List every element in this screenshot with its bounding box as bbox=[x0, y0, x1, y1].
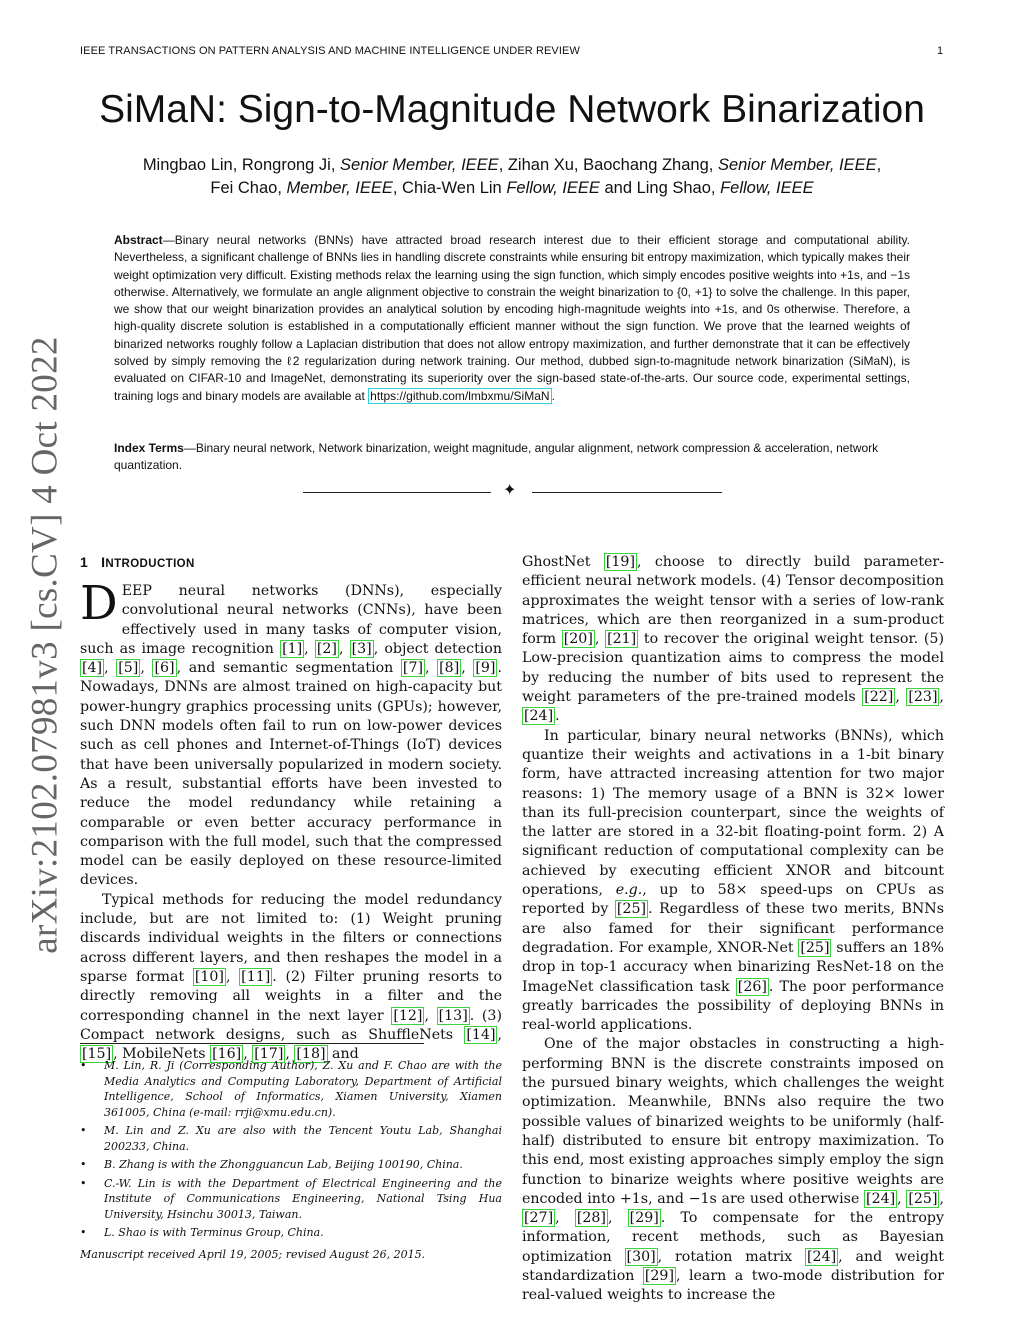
citation-link[interactable]: [26] bbox=[737, 978, 767, 995]
citation-link[interactable]: [8] bbox=[439, 660, 460, 677]
abstract-body: —Binary neural networks (BNNs) have attracted broad research interest due to their efficient storage and computational ability. Nevertheless, a significant challenge of BNNs lies in handling discrete constraints while ensuring bit entropy maximization, which typically makes their weight optimization very difficult. Existing methods relax the learning using the sign function, which simply encodes positive weights into +1s, and −1s otherwise. Alternatively, we formulate an angle alignment objective to constrain the weight binarization to {0, +1} to solve the challenge. In this paper, we show that our weight binarization provides an analytical solution by encoding high-magnitude weights into +1s, and 0s otherwise. Therefore, a high-quality discrete solution is established in a computationally efficient manner without the sign function. We prove that the learned weights of binarized networks roughly follow a Laplacian distribution that does not allow entropy maximization, and further demonstrate that it can be effectively solved by simply removing the ℓ2 regularization during network training. Our method, dubbed sign-to-magnitude network binarization (SiMaN), is evaluated on CIFAR-10 and ImageNet, demonstrating its superiority over the sign-based state-of-the-arts. Our source code, experimental settings, training logs and binary models are available at bbox=[114, 233, 910, 403]
citation-link[interactable]: [23] bbox=[908, 689, 938, 706]
footnote-affiliation: • M. Lin and Z. Xu are also with the Tencent Youtu Lab, Shanghai 200233, China. bbox=[80, 1124, 502, 1153]
citation-link[interactable]: [30] bbox=[626, 1248, 656, 1265]
paper-title: SiMaN: Sign-to-Magnitude Network Binarization bbox=[99, 88, 925, 131]
footnote-affiliation: • C.-W. Lin is with the Department of Electrical Engineering and the Institute of Communications Engineering, National Tsing Hua University, Hsinchu 30013, Taiwan. bbox=[80, 1176, 502, 1221]
abstract: Abstract—Binary neural networks (BNNs) have attracted broad research interest due to their efficient storage and computational ability. Nevertheless, a significant challenge of BNNs lies in handling discrete constraints while ensuring bit entropy maximization, which typically makes their weight optimization very difficult. Existing methods relax the learning using the sign function, which simply encodes positive weights into +1s, and −1s otherwise. Alternatively, we formulate an angle alignment objective to constrain the weight binarization to {0, +1} to solve the challenge. In this paper, we show that our weight binarization provides an analytical solution by encoding high-magnitude weights into +1s, and 0s otherwise. Therefore, a high-quality discrete solution is established in a computationally efficient manner without the sign function. We prove that the learned weights of binarized networks roughly follow a Laplacian distribution that does not allow entropy maximization, and further demonstrate that it can be effectively solved by simply removing the ℓ2 regularization during network training. Our method, dubbed sign-to-magnitude network binarization (SiMaN), is evaluated on CIFAR-10 and ImageNet, demonstrating its superiority over the sign-based state-of-the-arts. Our source code, experimental settings, training logs and binary models are available at https://github.com/lmbxmu/SiMaN . bbox=[114, 233, 910, 403]
citation-link[interactable]: [19] bbox=[605, 554, 635, 570]
intro-paragraph-2: Typical methods for reducing the model redundancy include, but are not limited to: (1) Weight pruning discards individual weights in the filters or connections across different layers, and then reshapes the model in a sparse format [10] , [11] . (2) Filter pruning resorts to directly removing all weights in a filter and the corresponding channel in the next layer [12] , [13] . (3) Compact network designs, such as ShuffleNets [14] , [15] , MobileNets [16] , [17] , [18] and bbox=[80, 891, 502, 1063]
citation-link[interactable]: [15] bbox=[82, 1046, 112, 1063]
citation-link[interactable]: [17] bbox=[254, 1046, 284, 1063]
intro-paragraph-4: In particular, binary neural networks (BNNs), which quantize their weights and activations in a 1-bit binary form, have attracted increasing attention for two major reasons: 1) The memory usage of a BNN is 32× lower than its full-precision counterpart, since the weights of the latter are stored in a 32-bit floating-point form. 2) A significant reduction of computational complexity can be achieved by executing efficient XNOR and bitcount operations, e.g., up to 58× speed-ups on CPUs as reported by [25] . Regardless of these two merits, BNNs are also famed for their significant performance degradation. For example, XNOR-Net [25] suffers an 18% drop in top-1 accuracy when binarizing ResNet-18 on the ImageNet classification task [26] . The poor performance greatly barricades the possibility of deploying BNNs in real-world applications. bbox=[522, 727, 944, 1034]
citation-link[interactable]: [10] bbox=[194, 968, 224, 985]
citation-link[interactable]: [24] bbox=[807, 1248, 837, 1265]
running-header: IEEE TRANSACTIONS ON PATTERN ANALYSIS AND MACHINE INTELLIGENCE UNDER REVIEW bbox=[80, 45, 580, 57]
index-terms-label: Index Terms bbox=[114, 441, 184, 455]
left-column bbox=[80, 576, 502, 1064]
intro-paragraph-3: GhostNet [19] , choose to directly build parameter-efficient neural network models. (4) Tensor decomposition approximates the weight tensor with a series of low-rank matrices, which are then reorganized in a sum-product form [20] , [21] to recover the original weight tensor. (5) Low-precision quantization aims to compress the model by reducing the number of bits used to represent the weight parameters of the pre-trained models [22] , [23] , [24] . bbox=[522, 554, 944, 725]
citation-link[interactable]: [7] bbox=[402, 660, 424, 677]
citation-link[interactable]: [29] bbox=[644, 1267, 674, 1284]
citation-link[interactable]: [20] bbox=[563, 631, 593, 648]
citation-link[interactable]: [25] bbox=[800, 939, 830, 956]
drop-cap: D bbox=[80, 576, 118, 631]
citation-link[interactable]: [2] bbox=[316, 640, 337, 657]
citation-link[interactable]: [29] bbox=[629, 1210, 659, 1227]
intro-paragraph-1: DEEP neural networks (DNNs), especially convolutional neural networks (CNNs), have been effectively used in many tasks of computer vision, such as image recognition [1] , [2] , [3] , object detection [4] , [5] , [6] , and semantic segmentation [7] , [8] , [9] . Nowadays, DNNs are almost trained on high-capacity but power-hungry graphics processing units (GPUs); however, such DNN models often fail to run on low-power devices such as cell phones and Internet-of-Things (IoT) devices that have been universally popularized in modern society. As a result, substantial efforts have been invested to reduce the model redundancy while retaining a comparable or even better accuracy performance in comparison with the full model, such that the compressed model can be easily deployed on these resource-limited devices. bbox=[80, 576, 502, 889]
citation-link[interactable]: [25] bbox=[908, 1190, 938, 1207]
citation-link[interactable]: [11] bbox=[241, 968, 271, 985]
citation-link[interactable]: [12] bbox=[393, 1007, 423, 1024]
citation-link[interactable]: [3] bbox=[351, 640, 372, 657]
divider-rule-left bbox=[303, 492, 491, 493]
citation-link[interactable]: [9] bbox=[475, 660, 496, 677]
citation-link[interactable]: [16] bbox=[212, 1046, 242, 1063]
author-list: Mingbao Lin, Rongrong Ji, Senior Member, IEEE, Zihan Xu, Baochang Zhang, Senior Member, IEEE, Fei Chao, Member, IEEE, Chia-Wen Lin Fellow, IEEE and Ling Shao, Fellow, IEEE bbox=[142, 156, 882, 197]
citation-link[interactable]: [5] bbox=[118, 660, 139, 677]
intro-paragraph-5: One of the major obstacles in constructing a high-performing BNN is the discrete constraints imposed on the pursued binary weights, which challenges the weight optimization. Meanwhile, BNNs also require the two possible values of binarized weights to be uniformly (half-half) distributed to ensure bit entropy maximization. To this end, most existing approaches simply employ the sign function to binarize weights where positive weights are encoded into +1s, and −1s are used otherwise [24] , [25] , [27] , [28] , [29] . To compensate for the entropy information, recent methods, such as Bayesian optimization [30] , rotation matrix [24] , and weight standardization [29] , learn a two-mode distribution for real-valued weights to increase the bbox=[522, 1036, 944, 1304]
citation-link[interactable]: [14] bbox=[466, 1026, 496, 1043]
manuscript-dates: Manuscript received April 19, 2005; revised August 26, 2015. bbox=[80, 1247, 426, 1261]
citation-link[interactable]: [6] bbox=[154, 660, 175, 677]
footnote-affiliation: • B. Zhang is with the Zhongguancun Lab, Beijing 100190, China. bbox=[80, 1158, 463, 1171]
abstract-label: Abstract bbox=[114, 233, 163, 247]
citation-link[interactable]: [27] bbox=[524, 1210, 554, 1227]
page-number: 1 bbox=[937, 45, 944, 57]
divider-rule-right bbox=[532, 492, 722, 493]
citation-link[interactable]: [21] bbox=[607, 631, 637, 648]
right-column bbox=[522, 553, 944, 1306]
citation-link[interactable]: [4] bbox=[82, 660, 103, 677]
arxiv-stamp: arXiv:2102.07981v3 [cs.CV] 4 Oct 2022 bbox=[24, 336, 66, 954]
index-terms: Index Terms—Binary neural network, Network binarization, weight magnitude, angular alignment, network compression & acceleration, network quantization. bbox=[114, 441, 879, 473]
citation-link[interactable]: [24] bbox=[524, 708, 554, 725]
citation-link[interactable]: [1] bbox=[282, 640, 303, 657]
footnote-rule bbox=[80, 1043, 424, 1044]
source-code-link[interactable]: https://github.com/lmbxmu/SiMaN bbox=[370, 388, 550, 403]
section-heading-introduction: 1 INTRODUCTION bbox=[80, 554, 195, 570]
footnote-affiliation: • M. Lin, R. Ji (Corresponding Author), Z. Xu and F. Chao are with the Media Analytics and Computing Laboratory, Department of Artificial Intelligence, School of Informatics, Xiamen University, Xiamen 361005, China (e-mail: rrji@xmu.edu.cn). bbox=[80, 1059, 502, 1119]
footnotes bbox=[80, 1058, 502, 1262]
citation-link[interactable]: [24] bbox=[866, 1190, 896, 1207]
footnote-affiliation: • L. Shao is with Terminus Group, China. bbox=[80, 1226, 324, 1239]
citation-link[interactable]: [25] bbox=[616, 901, 647, 918]
citation-link[interactable]: [22] bbox=[864, 689, 894, 706]
citation-link[interactable]: [28] bbox=[576, 1210, 606, 1227]
divider-star-icon: ✦ bbox=[503, 480, 517, 499]
citation-link[interactable]: [18] bbox=[296, 1046, 326, 1063]
citation-link[interactable]: [13] bbox=[438, 1007, 468, 1024]
